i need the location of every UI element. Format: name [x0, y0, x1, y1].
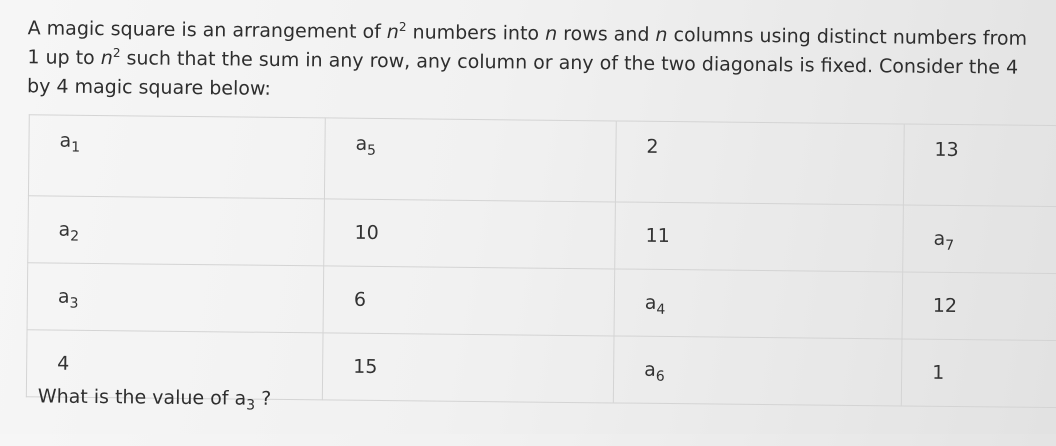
question-variable: a — [234, 387, 246, 409]
table-row — [28, 115, 1056, 208]
table-cell — [614, 269, 903, 339]
magic-square-table — [26, 114, 1056, 409]
intro-n-3: n — [655, 24, 667, 46]
table-cell — [323, 266, 615, 336]
question-suffix: ? — [255, 388, 271, 410]
table-cell — [615, 121, 904, 205]
cell-subscript: 6 — [656, 369, 665, 385]
intro-sup: 2 — [399, 20, 407, 34]
cell-subscript: 4 — [656, 302, 665, 318]
cell-value: 1 — [932, 362, 944, 384]
table-cell — [322, 333, 614, 403]
cell-value: a — [933, 228, 945, 250]
intro-n-4: n — [101, 47, 113, 69]
cell-subscript: 7 — [945, 238, 954, 254]
cell-subscript: 3 — [69, 296, 78, 312]
question-prefix: What is the value of — [38, 385, 235, 409]
intro-text-1: A magic square is an arrangement of — [28, 17, 387, 43]
cell-value: a — [644, 359, 656, 381]
table-row — [28, 196, 1056, 275]
cell-value: a — [59, 130, 71, 152]
intro-paragraph — [27, 14, 1043, 112]
cell-value: a — [645, 292, 657, 314]
intro-sup-2: 2 — [113, 46, 121, 60]
table-cell — [28, 115, 325, 199]
table-cell — [613, 336, 902, 406]
cell-value: 2 — [646, 136, 658, 158]
question-text — [38, 385, 272, 409]
table-cell — [324, 199, 616, 269]
cell-value: 11 — [645, 225, 669, 247]
cell-value: a — [58, 286, 70, 308]
cell-value: 15 — [353, 356, 377, 378]
table-cell — [901, 339, 1056, 409]
cell-subscript: 1 — [71, 140, 80, 156]
intro-text-3: rows and — [557, 23, 656, 46]
table-cell — [615, 202, 904, 272]
table-cell — [903, 205, 1056, 275]
cell-subscript: 2 — [70, 229, 79, 245]
intro-text-5: such that the sum in any row, any column or any of the two diagonals is fixed. Consider the 4 by 4 magic square below: — [27, 47, 1018, 100]
table-cell — [324, 118, 616, 202]
cell-value: 4 — [57, 353, 69, 375]
cell-value: a — [58, 219, 70, 241]
table-cell — [28, 196, 325, 266]
cell-value: 6 — [354, 289, 366, 311]
table-cell — [27, 263, 324, 333]
question-subscript: 3 — [246, 397, 255, 413]
table-cell — [903, 124, 1056, 208]
cell-value: 10 — [354, 222, 378, 244]
intro-n-2: n — [545, 23, 557, 45]
intro-text-2: numbers into — [406, 21, 545, 44]
intro-n: n — [387, 21, 399, 43]
cell-value: a — [355, 133, 367, 155]
table-cell — [902, 272, 1056, 342]
cell-value: 12 — [933, 295, 957, 317]
table-row — [27, 263, 1056, 342]
cell-value: 13 — [934, 139, 958, 161]
cell-subscript: 5 — [367, 143, 376, 159]
intro-text-4: columns using distinct numbers from 1 up to — [27, 24, 1027, 69]
